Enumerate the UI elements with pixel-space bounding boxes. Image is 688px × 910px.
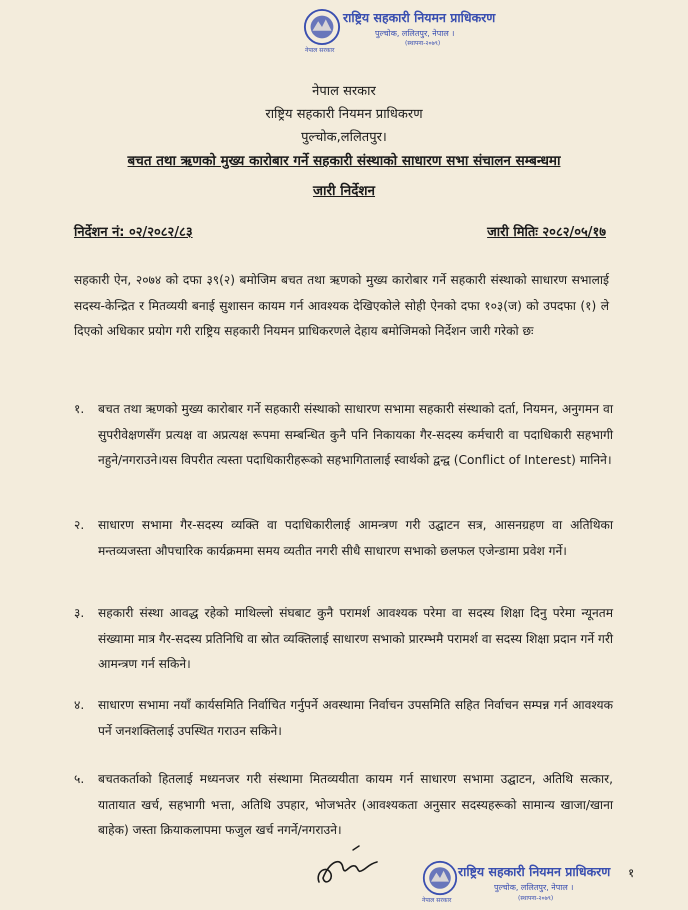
stamp-address: पुल्चोक, ललितपुर, नेपाल । — [375, 29, 455, 38]
list-item-text: बचतकर्ताको हितलाई मध्यनजर गरी संस्थामा मितव्ययीता कायम गर्न साधारण सभामा उद्घाटन, अतिथि सत्कार, यातायात खर्च, सहभागी भत्ता, अतिथि उपहार, भोजभतेर (आवश्यकता अनुसार सदस्यहरूको सामान्य खाजा/खाना बाहेक) जस्ता क्रियाकलापमा फजुल खर्च नगर्ने/नगराउने। — [98, 772, 613, 837]
list-item-text: बचत तथा ऋणको मुख्य कारोबार गर्ने सहकारी संस्थाको साधारण सभामा सहकारी संस्थाको दर्ता, नियमन, अनुगमन वा सुपरीवेक्षणसँग प्रत्यक्ष वा अप्रत्यक्ष रूपमा सम्बन्धित कुनै पनि निकायका गैर-सदस्य कर्मचारी वा पदाधिकारी सहभागी नहुने/नगराउने।यस विपरीत त्यस्ता पदाधिकारीहरूको सहभागितालाई स्वार्थको द्वन्द्व (Conflict of Interest) मानिने। — [98, 402, 613, 467]
subject-line-2: जारी निर्देशन — [312, 183, 376, 199]
authority-stamp-bottom — [422, 858, 612, 904]
directive-number: निर्देशन नं: ०२/२०८२/८३ — [74, 225, 193, 240]
list-item-text: साधारण सभामा गैर-सदस्य व्यक्ति वा पदाधिकारीलाई आमन्त्रण गरी उद्घाटन सत्र, आसनग्रहण वा अतिथिका मन्तव्यजस्ता औपचारिक कार्यक्रममा समय व्यतीत नगरी सीधै साधारण सभाको छलफल एजेन्डामा प्रवेश गर्ने। — [98, 518, 613, 558]
stamp-title: राष्ट्रिय सहकारी नियमन प्राधिकरण — [458, 864, 611, 879]
stamp-seal-label: नेपाल सरकार — [422, 897, 452, 904]
intro-paragraph: सहकारी ऐन, २०७४ को दफा ३९(२) बमोजिम बचत तथा ऋणको मुख्य कारोबार गर्ने सहकारी संस्थाको साधारण सभालाई सदस्य-केन्द्रित र मितव्ययी बनाई सुशासन कायम गर्न आवश्यक देखिएकोले सोही ऐनको दफा १०३(ज) को उपदफा (१) ले दिएको अधिकार प्रयोग गरी राष्ट्रिय सहकारी नियमन प्राधिकरणले देहाय बमोजिमको निर्देशन जारी गरेको छः — [74, 273, 609, 338]
list-item-number: १. — [74, 402, 85, 416]
header-government: नेपाल सरकार — [312, 84, 376, 99]
list-item-number: ४. — [74, 698, 85, 712]
stamp-established: (स्थापना-२०७९) — [518, 895, 554, 902]
stamp-title: राष्ट्रिय सहकारी नियमन प्राधिकरण — [343, 10, 496, 25]
page-number: १ — [628, 866, 635, 880]
authority-stamp-top — [303, 6, 496, 54]
list-item-text: साधारण सभामा नयाँ कार्यसमिति निर्वाचित गर्नुपर्ने अवस्थामा निर्वाचन उपसमिति सहित निर्वाचन सम्पन्न गर्न आवश्यक पर्ने जनशक्तिलाई उपस्थित गराउन सकिने। — [98, 698, 613, 738]
subject-line-1: बचत तथा ऋणको मुख्य कारोबार गर्ने सहकारी संस्थाको साधारण सभा संचालन सम्बन्धमा — [127, 153, 561, 169]
nepal-emblem-icon — [422, 860, 458, 896]
header-address: पुल्चोक,ललितपुर। — [301, 130, 387, 145]
list-item-text: सहकारी संस्था आवद्ध रहेको माथिल्लो संघबाट कुनै परामर्श आवश्यक परेमा वा सदस्य शिक्षा दिनु परेमा न्यूनतम संख्यामा मात्र गैर-सदस्य प्रतिनिधि वा स्रोत व्यक्तिलाई साधारण सभाको प्रारम्भमै परामर्श वा सदस्य शिक्षा प्रदान गर्ने गरी आमन्त्रण गर्न सकिने। — [98, 606, 613, 671]
list-item-number: २. — [74, 518, 85, 532]
stamp-seal-label: नेपाल सरकार — [305, 47, 335, 54]
list-item-number: ३. — [74, 606, 85, 620]
stamp-address: पुल्चोक, ललितपुर, नेपाल । — [494, 883, 574, 892]
directive-date: जारी मितिः २०८२/०५/१७ — [487, 225, 606, 240]
nepal-emblem-icon — [303, 8, 341, 46]
header-authority: राष्ट्रिय सहकारी नियमन प्राधिकरण — [265, 107, 423, 122]
signature — [313, 842, 383, 892]
stamp-established: (स्थापना-२०७९) — [405, 40, 441, 47]
list-item-number: ५. — [74, 772, 85, 786]
